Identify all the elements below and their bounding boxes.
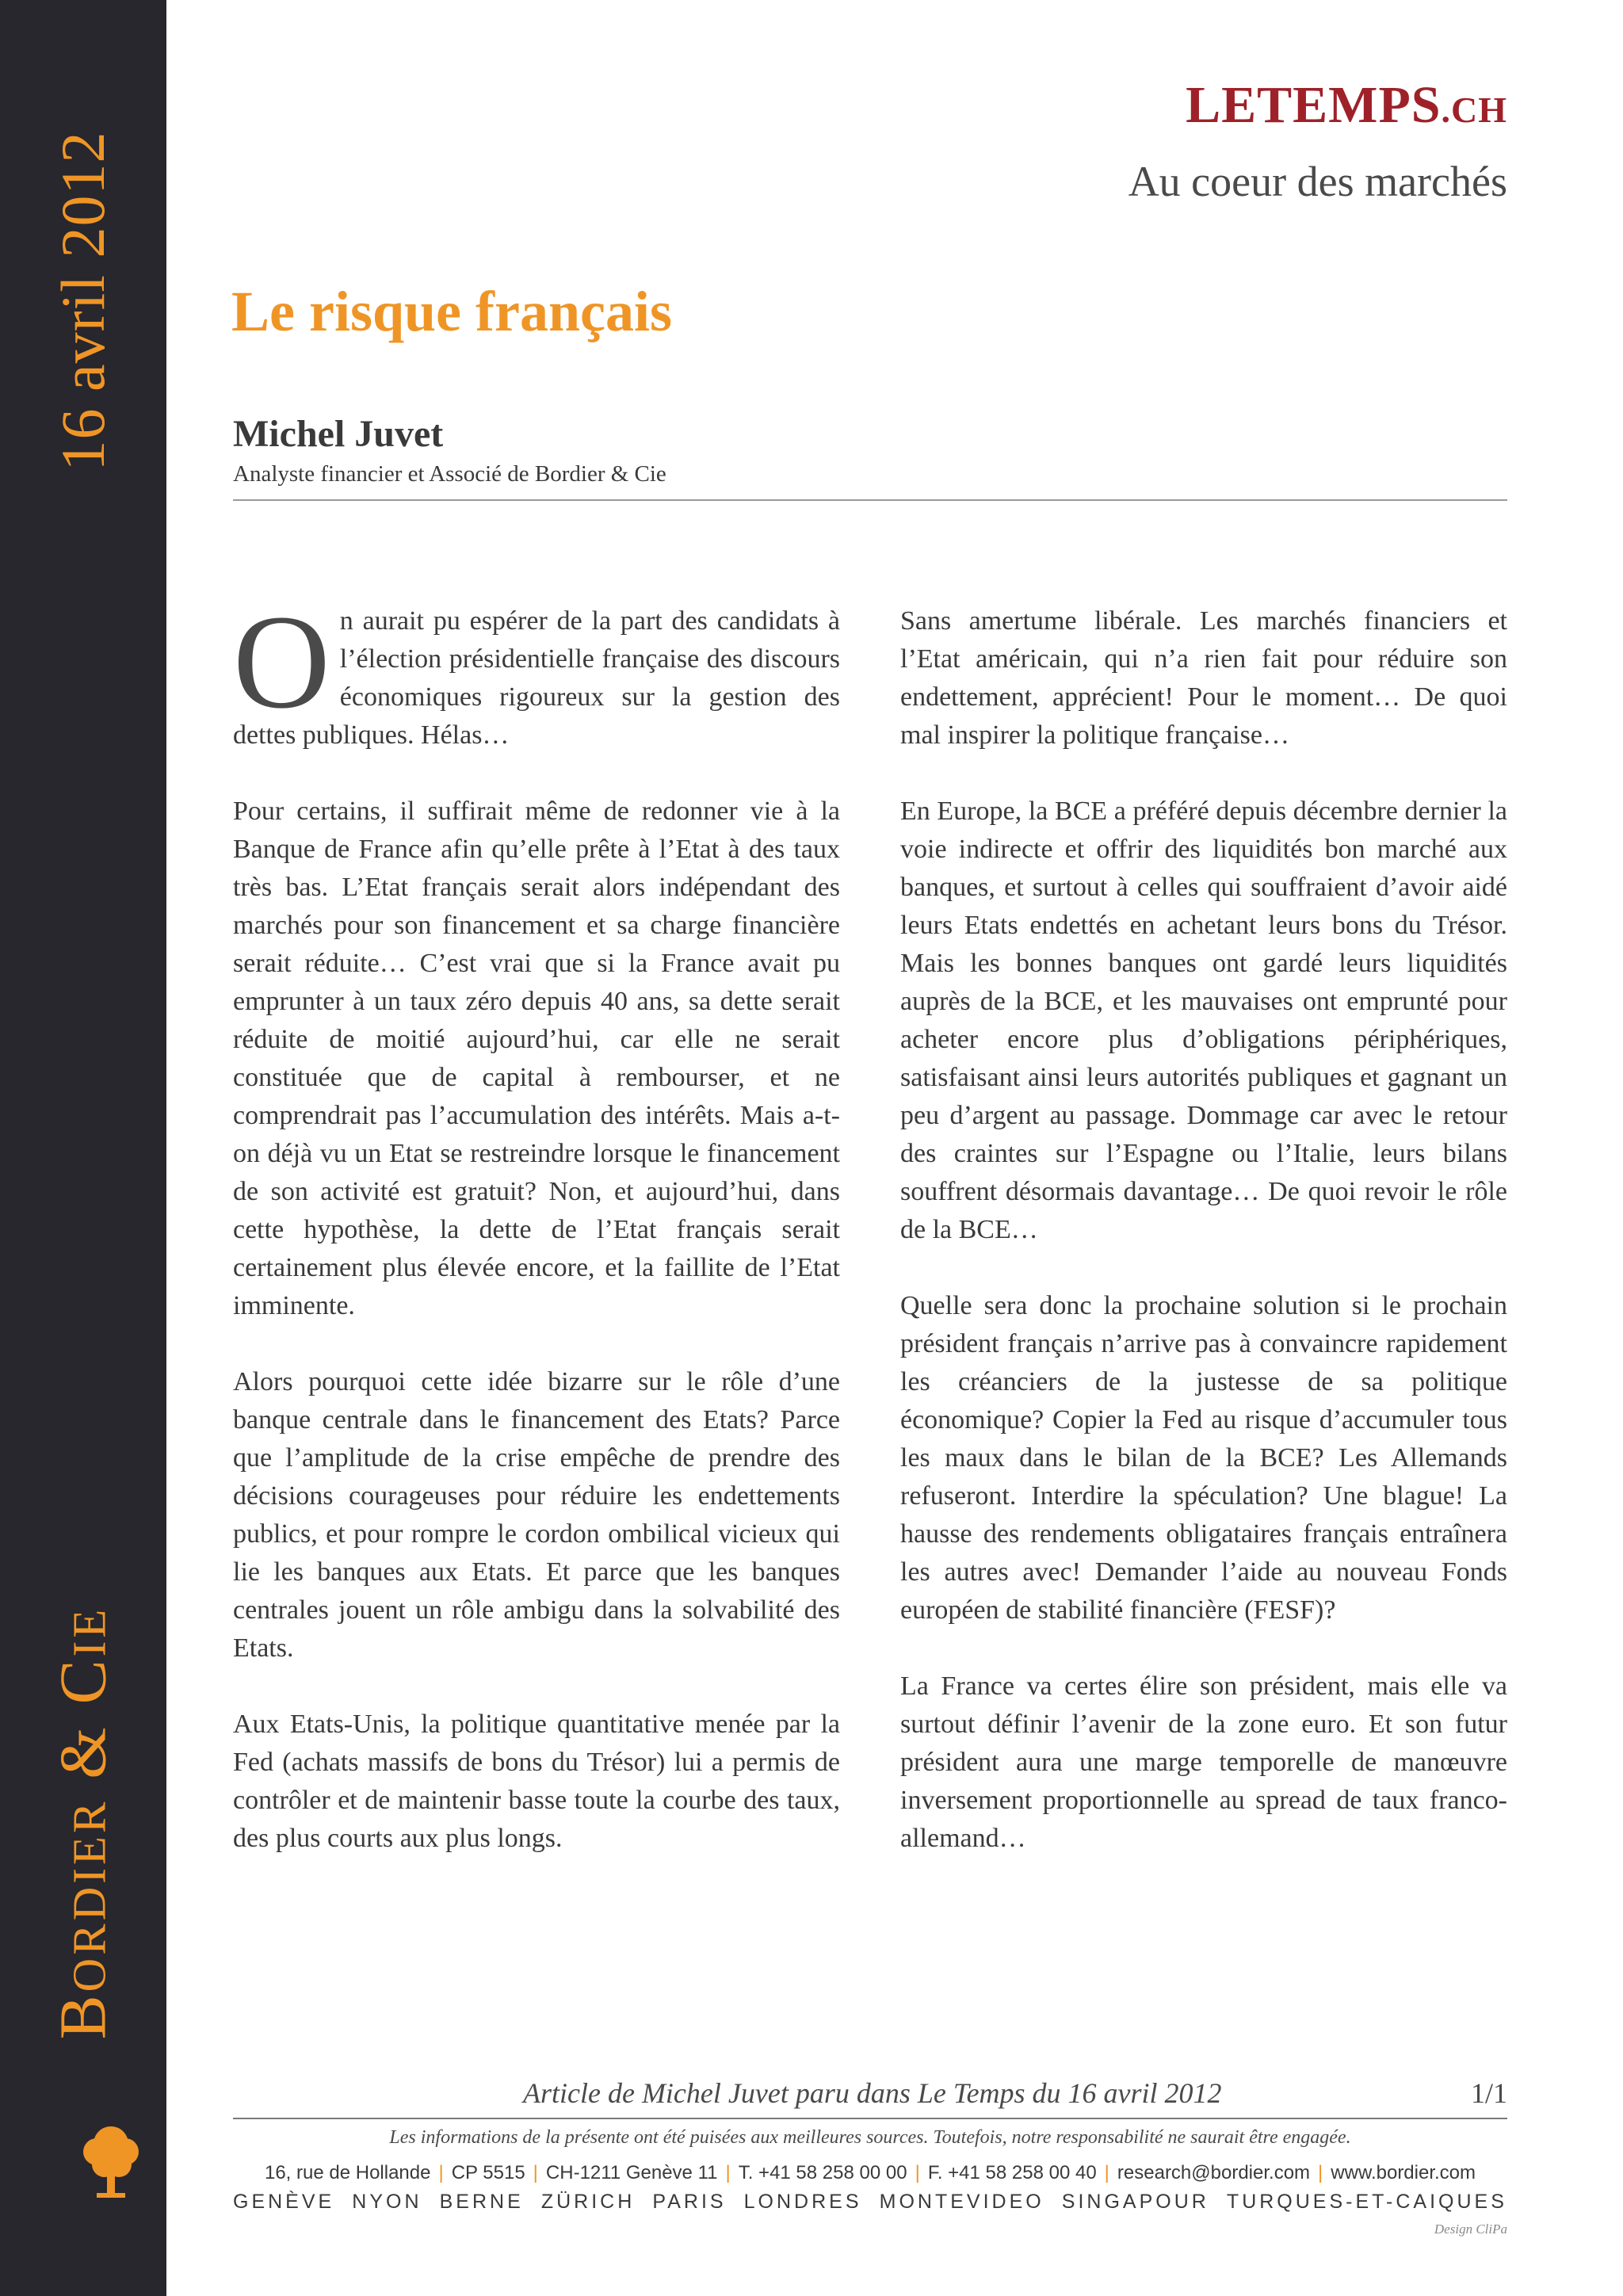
logo-suffix: .CH <box>1441 90 1507 130</box>
paragraph-text: n aurait pu espérer de la part des candidats à l’élection présidentielle française des discours économiques rigoureux sur la gestion des dettes publiques. Hélas… <box>233 606 840 750</box>
city-item: NYON <box>352 2191 422 2213</box>
drop-cap: O <box>233 587 330 736</box>
sidebar-date <box>8 79 158 523</box>
page-number: 1/1 <box>1470 2077 1507 2109</box>
separator: | <box>438 2162 444 2183</box>
city-item: BERNE <box>439 2191 524 2213</box>
article-column-right <box>900 602 1507 1896</box>
disclaimer: Les informations de la présente ont été puisées aux meilleures sources. Toutefois, notre responsabilité ne saurait être engagée. <box>389 2127 1351 2148</box>
separator: | <box>725 2162 731 2183</box>
city-item: ZÜRICH <box>540 2191 636 2213</box>
contact-web-link[interactable]: www.bordier.com <box>1331 2162 1476 2183</box>
paragraph: Pour certains, il suffirait même de redonner vie à la Banque de France afin qu’elle prête à l’Etat à des taux très bas. L’Etat français serait alors indépendant des marchés pour son financement et sa charge financière serait réduite… C’est vrai que si la France avait pu emprunter à un taux zéro depuis 40 ans, sa dette serait réduite de moitié aujourd’hui, car elle ne serait constituée que de capital à rembourser, et ne comprendrait pas l’accumulation des intérêts. Mais a-t-on déjà vu un Etat se restreindre lorsque le financement de son activité est gratuit? Non, et aujourd’hui, dans cette hypothèse, la dette de l’Etat français serait certainement plus élevée encore, et la faillite de l’Etat imminente. <box>233 797 840 1320</box>
city-item: LONDRES <box>743 2191 862 2213</box>
article-reference: Article de Michel Juvet paru dans Le Temps du 16 avril 2012 <box>523 2077 1222 2109</box>
author-name: Michel Juvet <box>233 413 444 455</box>
contact-address: 16, rue de Hollande <box>264 2162 431 2183</box>
contact-fax: F. +41 58 258 00 40 <box>927 2162 1097 2183</box>
contact-po-box: CP 5515 <box>451 2162 525 2183</box>
paragraph: Aux Etats-Unis, la politique quantitative menée par la Fed (achats massifs de bons du Trésor) lui a permis de contrôler et de maintenir basse toute la courbe des taux, des plus courts aux plus longs. <box>233 1710 840 1853</box>
letemps-logo[interactable] <box>1186 75 1507 136</box>
tree-icon <box>79 2120 143 2199</box>
paragraph: Quelle sera donc la prochaine solution si le prochain président français n’arrive pas à convaincre rapidement les créanciers de la justesse de sa politique économique? Copier la Fed au risque d’accumuler tous les maux dans le bilan de la BCE? Les Allemands refuseront. Interdire la spéculation? Une blague! La hausse des rendements obligataires français entraînera les autres avec! Demander l’aide au nouveau Fonds européen de stabilité financière (FESF)? <box>900 1291 1507 1625</box>
footer-divider <box>233 2118 1507 2119</box>
separator: | <box>1104 2162 1109 2183</box>
city-item: SINGAPOUR <box>1061 2191 1209 2213</box>
contact-phone: T. +41 58 258 00 00 <box>738 2162 907 2183</box>
sidebar-date-text: 16 avril 2012 <box>48 131 117 472</box>
city-item: PARIS <box>652 2191 727 2213</box>
logo-main: LETEMPS <box>1186 76 1442 134</box>
design-credit: Design CliPa <box>1434 2222 1507 2237</box>
separator: | <box>1318 2162 1323 2183</box>
city-item: TURQUES-ET-CAIQUES <box>1226 2191 1507 2213</box>
contact-city: CH-1211 Genève 11 <box>545 2162 718 2183</box>
paragraph: La France va certes élire son président, mais elle va surtout définir l’avenir de la zone euro. Et son futur président aura une marge temporelle de manœuvre inversement proportionnelle au spread de taux franco-allemand… <box>900 1671 1507 1853</box>
city-item: MONTEVIDEO <box>879 2191 1044 2213</box>
sidebar-brand <box>8 1530 158 2116</box>
contact-email-link[interactable]: research@bordier.com <box>1117 2162 1311 2183</box>
paragraph: En Europe, la BCE a préféré depuis décembre dernier la voie indirecte et offrir des liquidités bon marché aux banques, et surtout à celles qui souffraient d’avoir aidé leurs Etats endettés en achetant leurs bons du Trésor. Mais les bonnes banques ont gardé leurs liquidités auprès de la BCE, et les mauvaises ont emprunté pour acheter encore plus d’obligations périphériques, satisfaisant ainsi leurs autorités publiques et gagnant un peu d’argent au passage. Dommage car avec le retour des craintes sur l’Espagne ou l’Italie, leurs bilans souffrent désormais davantage… De quoi revoir le rôle de la BCE… <box>900 797 1507 1244</box>
article-title: Le risque français <box>231 280 672 343</box>
header-divider <box>233 499 1507 501</box>
paragraph: Sans amertume libérale. Les marchés financiers et l’Etat américain, qui n’a rien fait pour réduire son endettement, apprécient! Pour le moment… De quoi mal inspirer la politique française… <box>900 606 1507 750</box>
contact-line <box>233 2162 1507 2184</box>
city-item: GENÈVE <box>233 2191 335 2213</box>
separator: | <box>915 2162 920 2183</box>
sidebar <box>0 0 166 2296</box>
cities-list <box>233 2191 1507 2214</box>
paragraph: Alors pourquoi cette idée bizarre sur le rôle d’une banque centrale dans le financement des Etats? Parce que l’amplitude de la crise empêche de prendre des décisions courageuses pour réduire les endettements publics, et pour rompre le cordon ombilical vicieux qui lie les banques aux Etats. Et parce que les banques centrales jouent un rôle ambigu dans la solvabilité des Etats. <box>233 1367 840 1663</box>
paragraph <box>233 587 840 755</box>
separator: | <box>533 2162 538 2183</box>
rubric-title: Au coeur des marchés <box>1128 158 1507 205</box>
sidebar-brand-text: Bordier & Cie <box>46 1606 120 2040</box>
author-role: Analyste financier et Associé de Bordier & Cie <box>233 461 666 487</box>
article-column-left <box>233 587 840 1896</box>
